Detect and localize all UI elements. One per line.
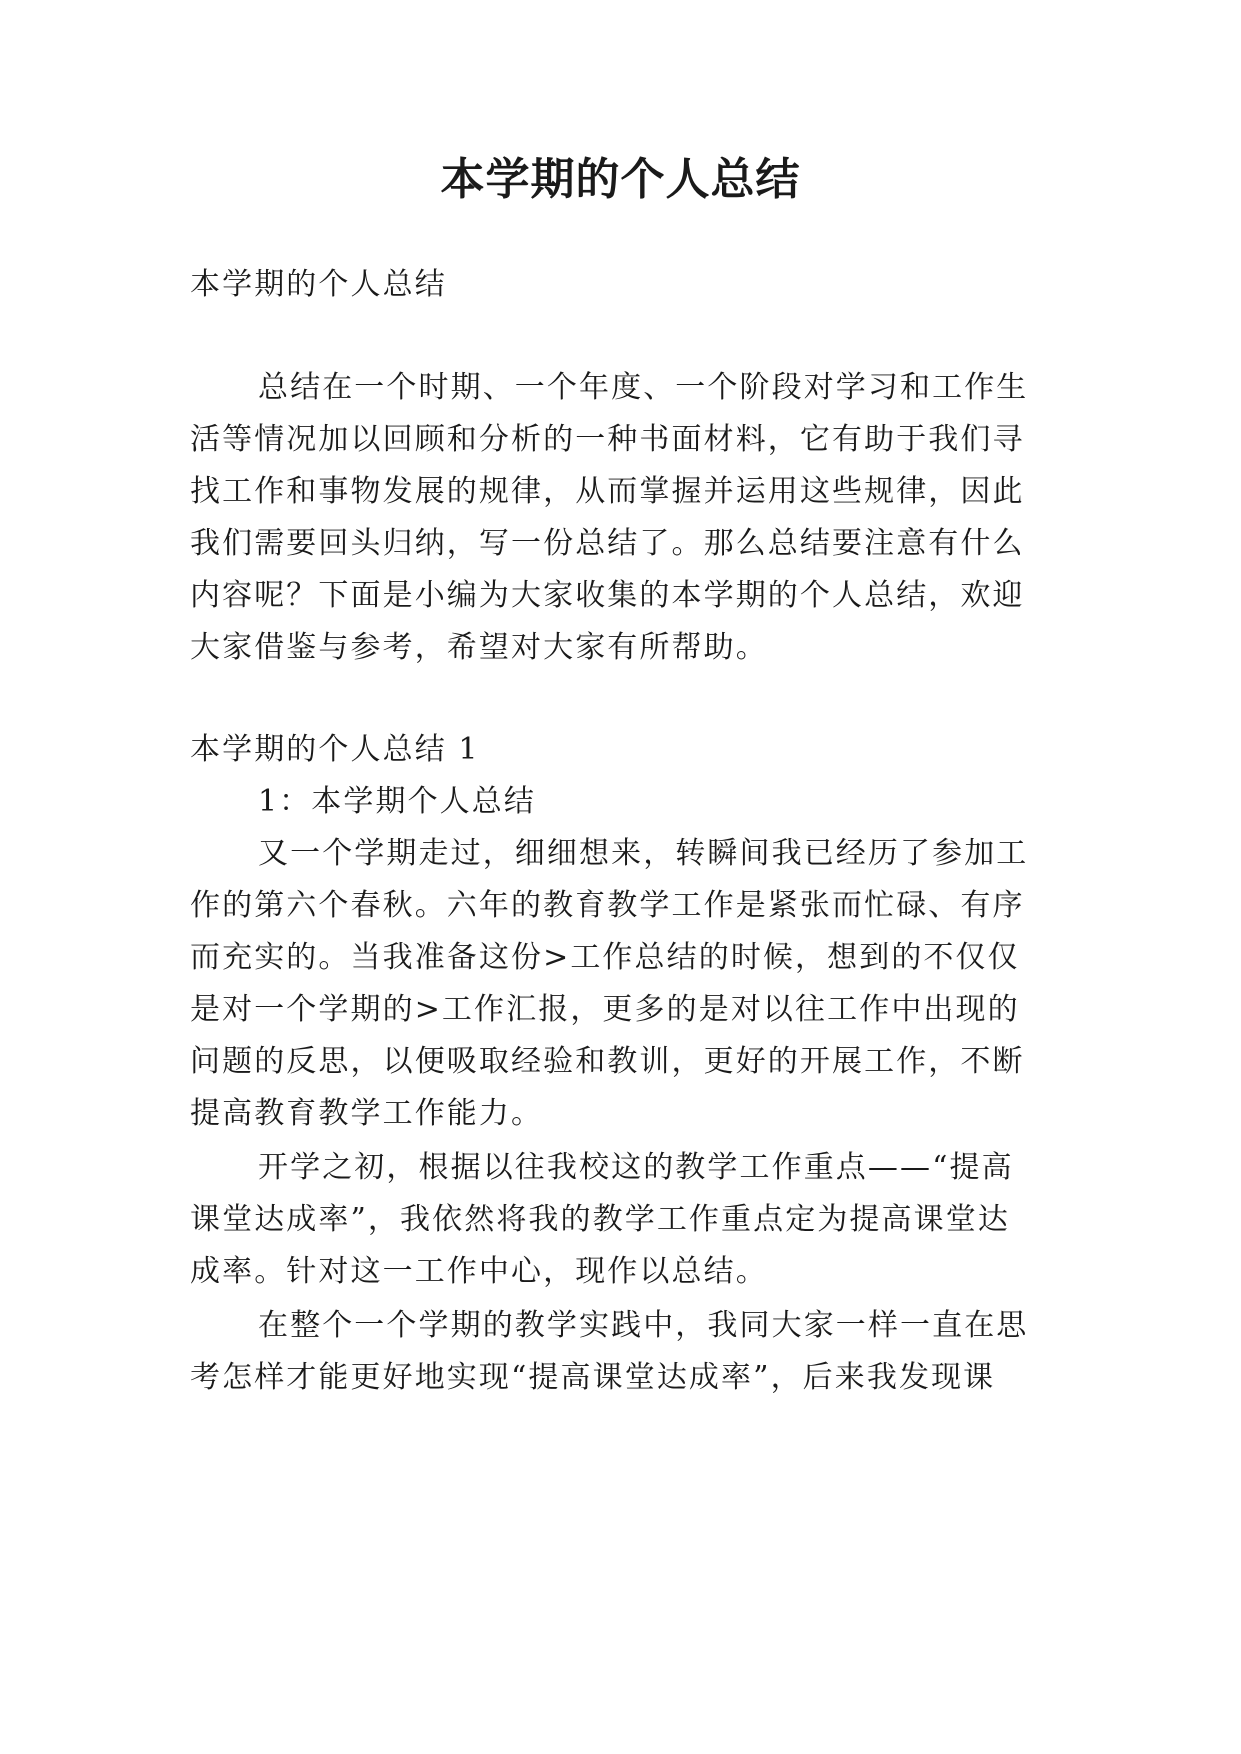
- intro-line: 大家借鉴与参考，希望对大家有所帮助。: [190, 630, 768, 665]
- paragraph-line: 在整个一个学期的教学实践中，我同大家一样一直在思: [258, 1308, 1029, 1343]
- paragraph-line: 是对一个学期的>工作汇报，更多的是对以往工作中出现的: [190, 992, 1020, 1027]
- paragraph-line: 课堂达成率”，我依然将我的教学工作重点定为提高课堂达: [190, 1202, 1010, 1237]
- paragraph-line: 考怎样才能更好地实现“提高课堂达成率”，后来我发现课: [190, 1360, 996, 1395]
- intro-line: 我们需要回头归纳，写一份总结了。那么总结要注意有什么: [190, 526, 1025, 561]
- intro-line: 总结在一个时期、一个年度、一个阶段对学习和工作生: [258, 370, 1029, 405]
- section-heading: 本学期的个人总结 1: [190, 732, 480, 767]
- intro-line: 活等情况加以回顾和分析的一种书面材料，它有助于我们寻: [190, 422, 1025, 457]
- paragraph-line: 成率。针对这一工作中心，现作以总结。: [190, 1254, 768, 1289]
- section-subheading: 1：本学期个人总结: [258, 784, 536, 819]
- paragraph-line: 提高教育教学工作能力。: [190, 1096, 544, 1131]
- document-title: 本学期的个人总结: [440, 154, 801, 205]
- paragraph-line: 又一个学期走过，细细想来，转瞬间我已经历了参加工: [258, 836, 1029, 871]
- paragraph-line: 作的第六个春秋。六年的教育教学工作是紧张而忙碌、有序: [190, 888, 1025, 923]
- intro-line: 找工作和事物发展的规律，从而掌握并运用这些规律，因此: [190, 474, 1025, 509]
- intro-line: 内容呢？下面是小编为大家收集的本学期的个人总结，欢迎: [190, 578, 1025, 613]
- paragraph-line: 而充实的。当我准备这份>工作总结的时候，想到的不仅仅: [190, 940, 1020, 975]
- document-subtitle: 本学期的个人总结: [190, 267, 447, 302]
- paragraph-line: 问题的反思，以便吸取经验和教训，更好的开展工作，不断: [190, 1044, 1025, 1079]
- paragraph-line: 开学之初，根据以往我校这的教学工作重点——“提高: [258, 1150, 1014, 1185]
